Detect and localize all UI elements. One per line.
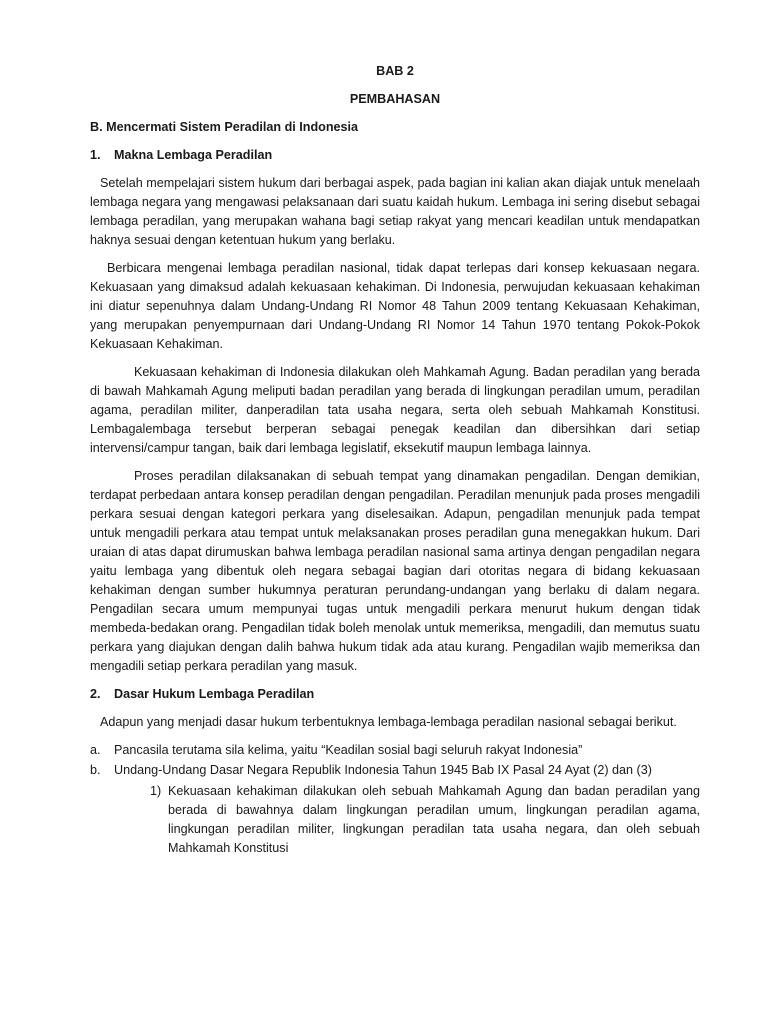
sub-list-marker: 1)	[150, 784, 162, 798]
paragraph: Berbicara mengenai lembaga peradilan nasional, tidak dapat terlepas dari konsep kekuasaan negara. Kekuasaan yang dimaksud adalah kekuasaan kehakiman. Di Indonesia, perwujudan kekuasaan kehakiman ini diatur sepenuhnya dalam Undang-Undang RI Nomor 48 Tahun 2009 tentang Kekuasaan Kehakiman, yang merupakan penyempurnaan dari Undang-Undang RI Nomor 14 Tahun 1970 tentang Pokok-Pokok Kekuasaan Kehakiman.	[90, 261, 700, 351]
section-heading-b: B. Mencermati Sistem Peradilan di Indonesia	[90, 120, 359, 134]
legal-basis-list	[90, 741, 700, 858]
paragraph: Proses peradilan dilaksanakan di sebuah tempat yang dinamakan pengadilan. Dengan demikian, terdapat perbedaan antara konsep peradilan dengan pengadilan. Peradilan menunjuk pada proses mengadili perkara sesuai dengan kategori perkara yang diselesaikan. Adapun, pengadilan menunjuk pada tempat untuk mengadili perkara atau tempat untuk melaksanakan proses peradilan guna menegakkan hukum. Dari uraian di atas dapat dirumuskan bahwa lembaga peradilan nasional sama artinya dengan pengadilan negara yaitu lembaga yang dibentuk oleh negara sebagai bagian dari otoritas negara di bidang kekuasaan kehakiman dengan sumber hukumnya peraturan perundang-undangan yang berlaku di dalam negara. Pengadilan secara umum mempunyai tugas untuk mengadili perkara menurut hukum dengan tidak membeda-bedakan orang. Pengadilan tidak boleh menolak untuk memeriksa, mengadili, dan memutus suatu perkara yang diajukan dengan dalih bahwa hukum tidak ada atau kurang. Pengadilan wajib memeriksa dan mengadili setiap perkara peradilan yang masuk.	[90, 469, 700, 673]
list-item	[90, 761, 700, 780]
sub-list	[90, 782, 700, 858]
heading-1-number: 1.	[90, 148, 101, 162]
list-item	[90, 741, 700, 760]
sub-list-text: Kekuasaan kehakiman dilakukan oleh sebuah Mahkamah Agung dan badan peradilan yang berada di bawahnya dalam lingkungan peradilan umum, lingkungan peradilan agama, lingkungan peradilan militer, lingkungan peradilan tata usaha negara, dan oleh sebuah Mahkamah Konstitusi	[168, 784, 700, 855]
chapter-number: BAB 2	[376, 64, 414, 78]
chapter-title: PEMBAHASAN	[349, 92, 441, 106]
list-text: Pancasila terutama sila kelima, yaitu “Keadilan sosial bagi seluruh rakyat Indonesia”	[114, 743, 583, 757]
paragraph: Kekuasaan kehakiman di Indonesia dilakukan oleh Mahkamah Agung. Badan peradilan yang berada di bawah Mahkamah Agung meliputi badan peradilan yang berada di lingkungan peradilan umum, peradilan agama, peradilan militer, danperadilan tata usaha negara, serta oleh sebuah Mahkamah Konstitusi. Lembagalembaga tersebut berperan sebagai penegak keadilan dan dibersihkan dari setiap intervensi/campur tangan, baik dari lembaga legislatif, eksekutif maupun lembaga lainnya.	[90, 365, 700, 455]
paragraph: Setelah mempelajari sistem hukum dari berbagai aspek, pada bagian ini kalian akan diajak untuk menelaah lembaga negara yang mengawasi pelaksanaan dari suatu kaidah hukum. Lembaga ini sering disebut sebagai lembaga peradilan, yang merupakan wahana bagi setiap rakyat yang mencari keadilan untuk mendapatkan haknya sesuai dengan ketentuan hukum yang berlaku.	[90, 176, 700, 247]
document-content	[90, 62, 700, 858]
sub-list-item	[150, 782, 700, 858]
heading-1	[90, 146, 700, 165]
heading-2	[90, 685, 700, 704]
paragraph: Adapun yang menjadi dasar hukum terbentuknya lembaga-lembaga peradilan nasional sebagai berikut.	[100, 715, 677, 729]
list-marker: a.	[90, 743, 101, 757]
heading-2-title: Dasar Hukum Lembaga Peradilan	[114, 687, 315, 701]
list-marker: b.	[90, 763, 101, 777]
list-text: Undang-Undang Dasar Negara Republik Indonesia Tahun 1945 Bab IX Pasal 24 Ayat (2) dan (3)	[114, 763, 652, 777]
heading-1-title: Makna Lembaga Peradilan	[114, 148, 273, 162]
heading-2-number: 2.	[90, 687, 101, 701]
